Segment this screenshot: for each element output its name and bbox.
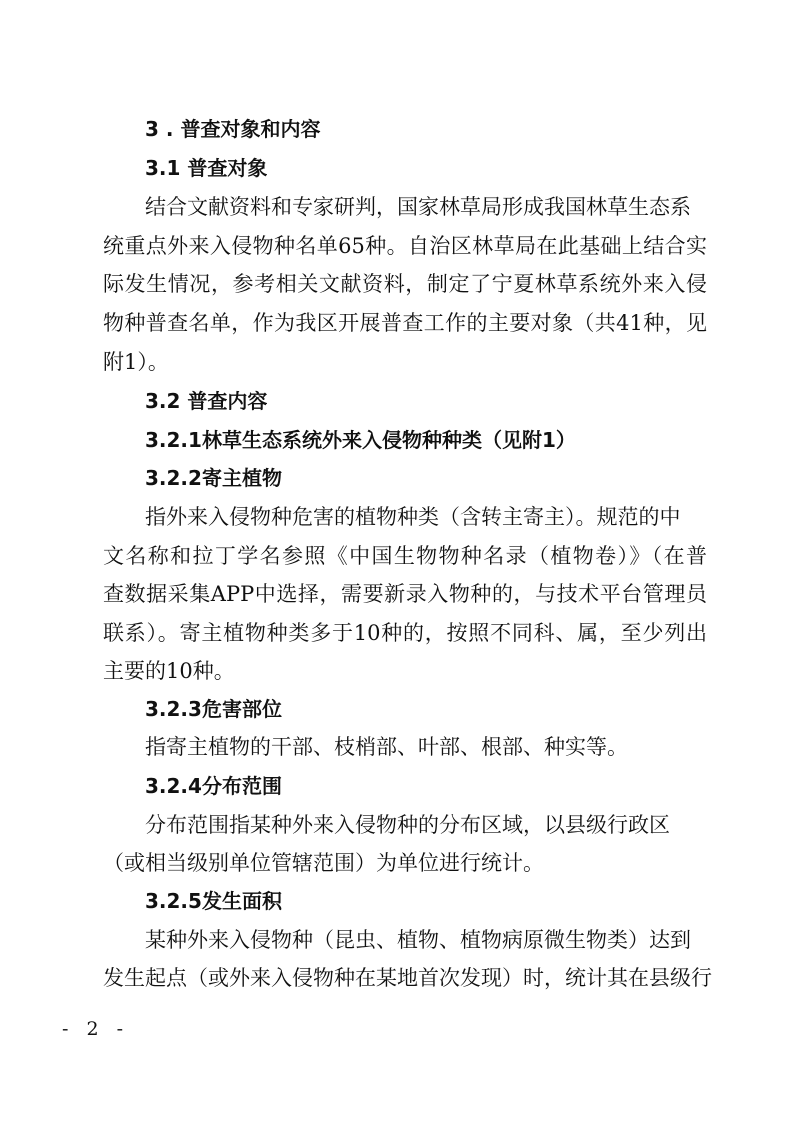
section-3-2-2-heading: 3.2.2寄主植物 bbox=[145, 466, 282, 490]
paragraph-line: 发生起点（或外来入侵物种在某地首次发现）时，统计其在县级行 bbox=[103, 966, 712, 990]
paragraph-line: 附1）。 bbox=[103, 350, 169, 374]
paragraph-line: 查数据采集APP中选择，需要新录入物种的，与技术平台管理员 bbox=[103, 582, 707, 606]
section-3-2-3-heading: 3.2.3危害部位 bbox=[145, 697, 282, 721]
section-3-2-heading: 3.2 普查内容 bbox=[145, 389, 268, 413]
page-number: - 2 - bbox=[62, 1018, 130, 1040]
paragraph-line: 文名称和拉丁学名参照《中国生物物种名录（植物卷）》（在普 bbox=[103, 544, 707, 568]
paragraph-line: 主要的10种。 bbox=[103, 659, 235, 683]
paragraph-line: 分布范围指某种外来入侵物种的分布区域，以县级行政区 bbox=[145, 813, 670, 837]
paragraph-line: 际发生情况，参考相关文献资料，制定了宁夏林草系统外来入侵 bbox=[103, 272, 707, 296]
section-3-2-1-heading: 3.2.1林草生态系统外来入侵物种种类（见附1） bbox=[145, 428, 576, 452]
section-3-heading: 3 . 普查对象和内容 bbox=[145, 117, 321, 141]
paragraph-line: 指寄主植物的干部、枝梢部、叶部、根部、种实等。 bbox=[145, 735, 628, 759]
paragraph-line: 物种普查名单，作为我区开展普查工作的主要对象（共41种，见 bbox=[103, 311, 707, 335]
paragraph-line: 统重点外来入侵物种名单65种。自治区林草局在此基础上结合实 bbox=[103, 234, 707, 258]
paragraph-line: （或相当级别单位管辖范围）为单位进行统计。 bbox=[103, 851, 544, 875]
paragraph-line: 结合文献资料和专家研判，国家林草局形成我国林草生态系 bbox=[145, 195, 691, 219]
section-3-2-4-heading: 3.2.4分布范围 bbox=[145, 774, 282, 798]
paragraph-line: 指外来入侵物种危害的植物种类（含转主寄主）。规范的中 bbox=[145, 505, 681, 529]
paragraph-line: 联系）。寄主植物种类多于10种的，按照不同科、属，至少列出 bbox=[103, 621, 707, 645]
paragraph-line: 某种外来入侵物种（昆虫、植物、植物病原微生物类）达到 bbox=[145, 928, 691, 952]
section-3-2-5-heading: 3.2.5发生面积 bbox=[145, 889, 282, 913]
section-3-1-heading: 3.1 普查对象 bbox=[145, 156, 268, 180]
